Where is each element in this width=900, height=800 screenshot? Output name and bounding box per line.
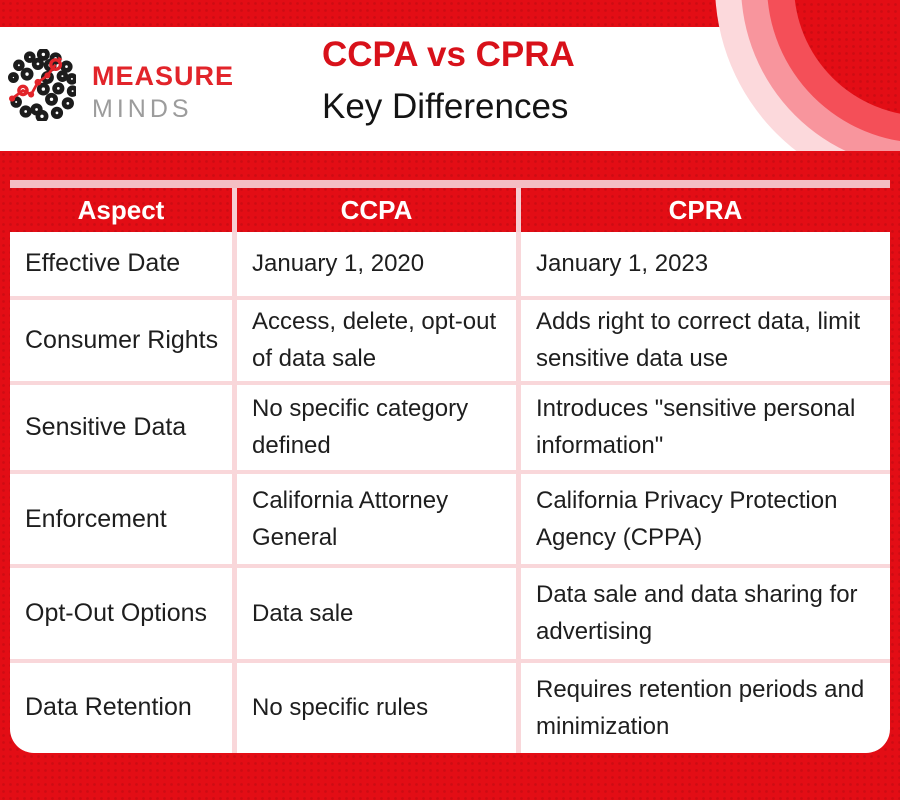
cpra-cell: California Privacy Protection Agency (CPPA) — [536, 486, 838, 552]
aspect-cell: Effective Date — [25, 249, 181, 278]
table-body — [10, 232, 890, 753]
aspect-cell: Enforcement — [25, 504, 167, 533]
aspect-cell: Opt-Out Options — [25, 598, 208, 627]
measure-minds-logo — [8, 49, 234, 124]
ccpa-cell: No specific category defined — [252, 395, 469, 460]
column-header-aspect: Aspect — [77, 194, 165, 225]
cpra-cell: Data sale and data sharing for advertising — [536, 581, 858, 646]
cpra-cell: Requires retention periods and minimization — [536, 675, 865, 740]
ccpa-cell: No specific rules — [252, 694, 429, 722]
aspect-cell: Consumer Rights — [25, 325, 219, 354]
aspect-cell: Data Retention — [25, 693, 192, 722]
ccpa-cell: Access, delete, opt-out of data sale — [252, 308, 497, 373]
brand-name — [92, 49, 234, 124]
table-top-border — [10, 180, 890, 188]
title-block — [322, 36, 575, 126]
comparison-table — [10, 180, 890, 753]
ccpa-cell: January 1, 2020 — [252, 250, 425, 278]
table-section — [0, 151, 900, 800]
table-row — [10, 296, 890, 381]
logo-sphere-icon — [8, 49, 76, 121]
page-subtitle: Key Differences — [322, 86, 569, 126]
column-header-cpra: CPRA — [668, 194, 743, 225]
page-title: CCPA vs CPRA — [322, 35, 575, 74]
table-row — [10, 381, 890, 470]
cpra-cell: Introduces "sensitive personal information" — [536, 395, 856, 460]
table-header-row — [10, 188, 890, 232]
table-row — [10, 470, 890, 564]
cpra-cell: January 1, 2023 — [536, 250, 709, 278]
cpra-cell: Adds right to correct data, limit sensitive data use — [536, 308, 861, 373]
table-row — [10, 659, 890, 753]
brand-name-minds: MINDS — [92, 95, 193, 123]
table-row — [10, 564, 890, 658]
ccpa-cell: California Attorney General — [252, 486, 449, 552]
aspect-cell: Sensitive Data — [25, 412, 187, 441]
ccpa-cell: Data sale — [252, 599, 354, 627]
column-header-ccpa: CCPA — [340, 194, 413, 225]
table-row — [10, 232, 890, 296]
brand-name-measure: MEASURE — [92, 61, 235, 91]
